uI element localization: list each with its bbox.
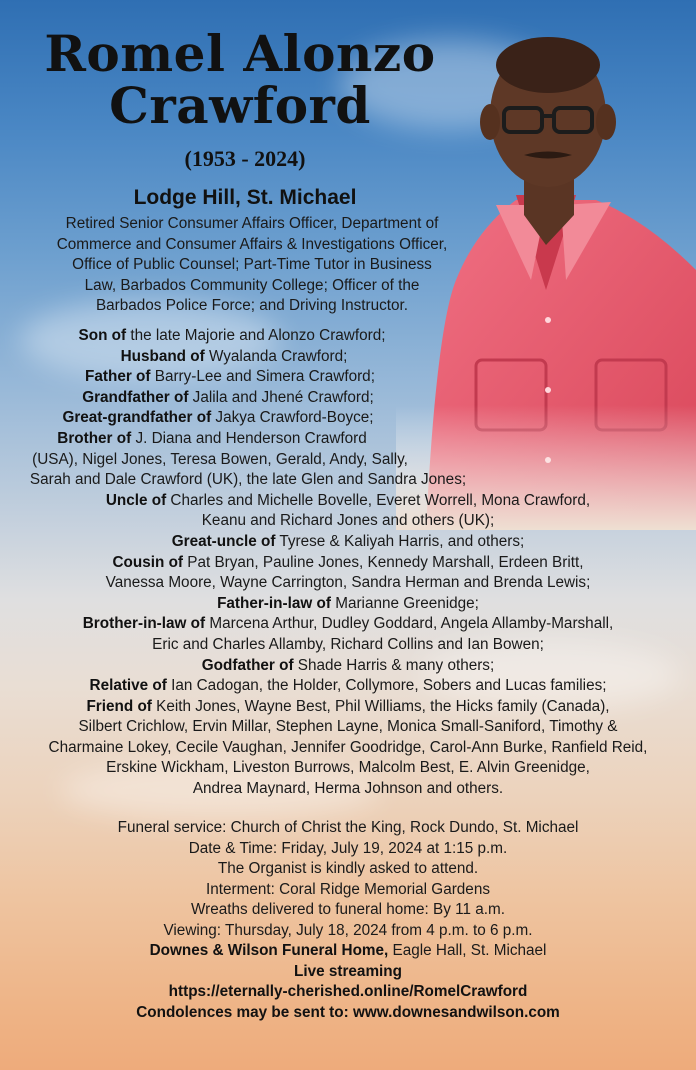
relation-text: Tyrese & Kaliyah Harris, and others; [275, 532, 525, 550]
relation-label: Grandfather of [82, 388, 189, 406]
relation-line [0, 656, 696, 677]
life-years: (1953 - 2024) [184, 146, 306, 171]
relation-line [0, 450, 440, 471]
relation-label: Cousin of [112, 553, 184, 571]
relation-line [0, 388, 456, 409]
service-line [0, 941, 696, 962]
career-line: Law, Barbados Community College; Officer of the [84, 276, 420, 294]
career-line: Commerce and Consumer Affairs & Investigations Officer, [56, 235, 448, 253]
service-text: Wreaths delivered to funeral home: By 11 a.m. [190, 901, 506, 918]
service-text: The Organist is kindly asked to attend. [217, 860, 479, 877]
relation-text: Marianne Greenidge; [330, 594, 479, 612]
career-summary [34, 214, 470, 317]
service-line [0, 1003, 696, 1024]
relation-label: Godfather of [201, 656, 294, 674]
service-text: Interment: Coral Ridge Memorial Gardens [206, 880, 490, 898]
relation-label: Brother-in-law of [82, 615, 206, 633]
relation-text: Andrea Maynard, Herma Johnson and others. [192, 780, 504, 798]
relation-line [0, 367, 460, 388]
relation-line [0, 491, 696, 512]
relation-line [0, 470, 496, 491]
relation-line [0, 676, 696, 697]
service-line [0, 982, 696, 1003]
service-line [0, 921, 696, 942]
relation-line [0, 347, 468, 368]
relation-label: Husband of [120, 347, 205, 365]
relation-line [0, 594, 696, 615]
service-label: Live streaming [294, 962, 402, 980]
service-label: Condolences may be sent to: www.downesandwilson.com [136, 1003, 560, 1021]
service-line [0, 900, 696, 921]
career-line: Retired Senior Consumer Affairs Officer, Department of [65, 215, 439, 232]
relation-text: J. Diana and Henderson Crawford [131, 429, 367, 447]
service-text: Funeral service: Church of Christ the King, Rock Dundo, St. Michael [117, 819, 579, 836]
relation-text: Charles and Michelle Bovelle, Everet Worrell, Mona Crawford, [166, 491, 591, 509]
relation-text: Wyalanda Crawford; [204, 347, 348, 365]
relation-label: Father-in-law of [217, 594, 331, 612]
relation-label: Friend of [86, 697, 152, 715]
relation-text: Shade Harris & many others; [293, 656, 495, 674]
relation-label: Uncle of [105, 491, 167, 509]
relation-text: Vanessa Moore, Wayne Carrington, Sandra Herman and Brenda Lewis; [105, 574, 591, 592]
relation-text: Silbert Crichlow, Ervin Millar, Stephen Layne, Monica Small-Saniford, Timothy & [78, 718, 618, 736]
relation-line [0, 779, 696, 800]
career-line: Office of Public Counsel; Part-Time Tutor in Business [72, 256, 432, 273]
service-label: Downes & Wilson Funeral Home, [149, 942, 389, 959]
relation-line [0, 614, 696, 635]
deceased-name [10, 24, 470, 135]
relations-list [0, 326, 696, 800]
relation-text: Ian Cadogan, the Holder, Collymore, Sobers and Lucas families; [166, 677, 607, 695]
service-line [0, 880, 696, 901]
service-label: https://eternally-cherished.online/RomelCrawford [168, 983, 528, 1000]
relation-text: Charmaine Lokey, Cecile Vaughan, Jennifer Goodridge, Carol-Ann Burke, Ranfield Reid, [48, 738, 648, 756]
relation-label: Father of [85, 368, 151, 386]
relation-text: Keanu and Richard Jones and others (UK); [201, 512, 495, 530]
service-line [0, 839, 696, 860]
relation-label: Great-uncle of [171, 532, 276, 550]
relation-line [0, 697, 696, 718]
relation-label: Great-grandfather of [62, 409, 212, 427]
relation-text: (USA), Nigel Jones, Teresa Bowen, Gerald, Andy, Sally, [32, 450, 408, 468]
relation-text: Keith Jones, Wayne Best, Phil Williams, the Hicks family (Canada), [151, 697, 610, 715]
relation-label: Brother of [57, 429, 132, 447]
relation-line [0, 635, 696, 656]
relation-line [0, 532, 696, 553]
relation-line [0, 573, 696, 594]
service-line [0, 962, 696, 983]
relation-text: Jakya Crawford-Boyce; [211, 409, 374, 427]
service-line [0, 859, 696, 880]
relation-text: Marcena Arthur, Dudley Goddard, Angela Allamby-Marshall, [205, 615, 614, 633]
service-text: Eagle Hall, St. Michael [388, 942, 547, 959]
relation-text: Pat Bryan, Pauline Jones, Kennedy Marshall, Erdeen Britt, [183, 553, 584, 571]
name-line-1: Romel Alonzo [44, 24, 436, 83]
relation-label: Relative of [89, 677, 167, 695]
relation-text: Jalila and Jhené Crawford; [188, 388, 374, 406]
relation-text: Eric and Charles Allamby, Richard Collins and Ian Bowen; [152, 635, 544, 653]
relation-line [0, 717, 696, 738]
relation-line [0, 408, 436, 429]
service-text: Date & Time: Friday, July 19, 2024 at 1:15 p.m. [188, 839, 508, 857]
relation-line [0, 553, 696, 574]
relation-text: Barry-Lee and Simera Crawford; [150, 368, 375, 386]
relation-line [0, 738, 696, 759]
relation-text: the late Majorie and Alonzo Crawford; [126, 327, 386, 344]
relation-line [0, 758, 696, 779]
relation-line [0, 429, 424, 450]
relation-line [0, 511, 696, 532]
name-line-2: Crawford [109, 76, 371, 135]
service-text: Viewing: Thursday, July 18, 2024 from 4 p.m. to 6 p.m. [163, 921, 533, 939]
residence: Lodge Hill, St. Michael [133, 186, 357, 209]
relation-text: Sarah and Dale Crawford (UK), the late Glen and Sandra Jones; [29, 471, 467, 489]
service-details [0, 818, 696, 1023]
relation-label: Son of [78, 327, 127, 344]
relation-line [0, 326, 464, 347]
career-line: Barbados Police Force; and Driving Instructor. [95, 297, 409, 314]
service-line [0, 818, 696, 839]
relation-text: Erskine Wickham, Liveston Burrows, Malcolm Best, E. Alvin Greenidge, [106, 759, 590, 777]
